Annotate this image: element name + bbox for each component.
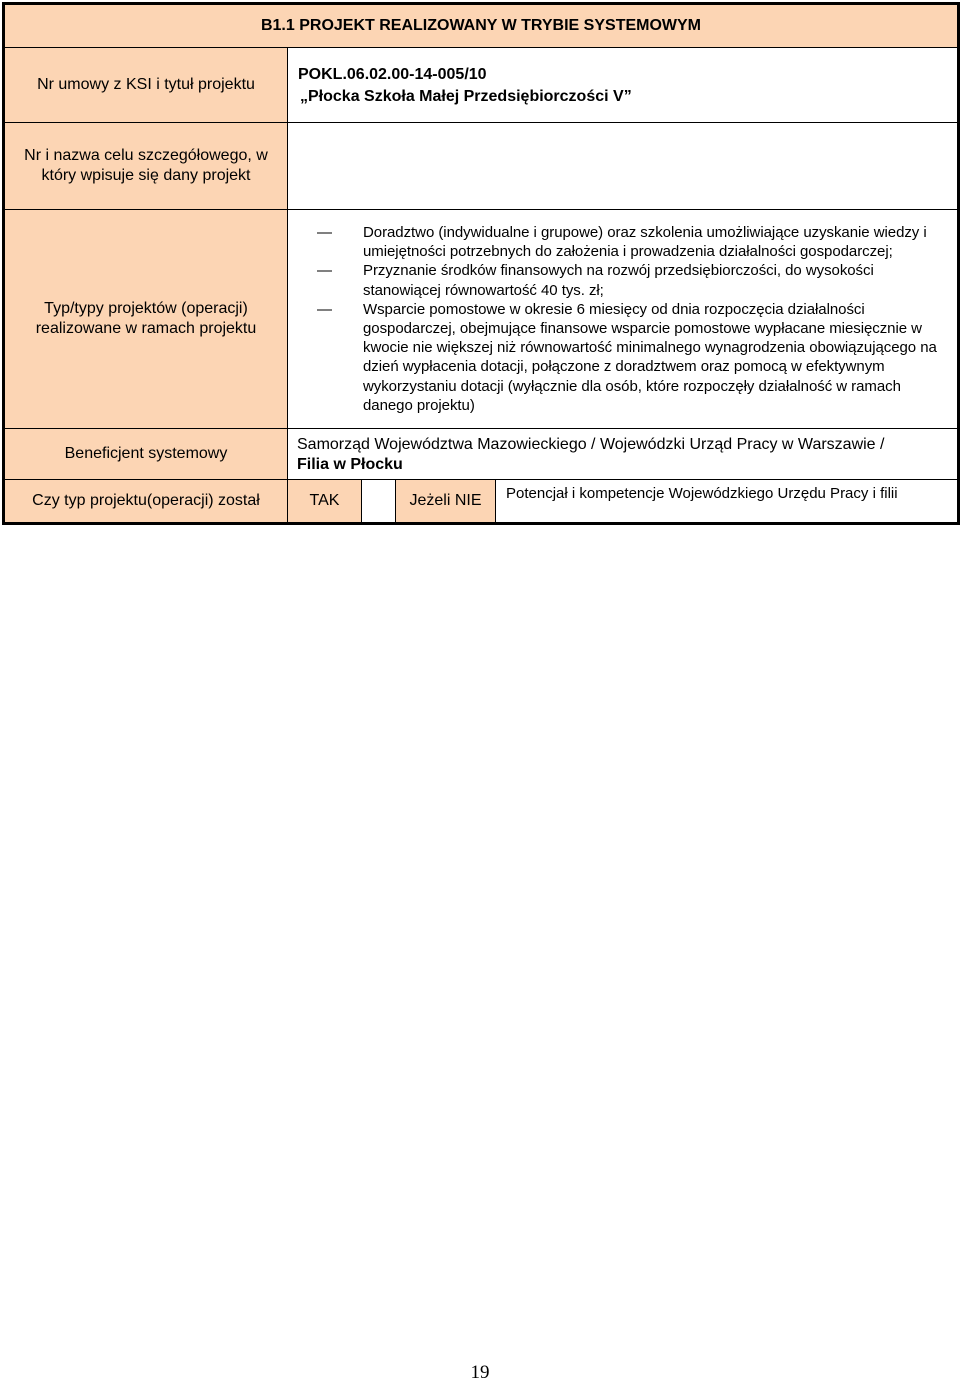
project-types-list: [288, 217, 957, 421]
contract-row: [4, 48, 959, 123]
project-types-label: Typ/typy projektów (operacji) realizowane w ramach projektu: [4, 210, 288, 429]
beneficiary-label: Beneficjent systemowy: [4, 429, 288, 480]
dash-bullet-icon: —: [317, 262, 332, 280]
page-number: 19: [470, 1362, 490, 1383]
yes-checkbox-field[interactable]: [362, 480, 396, 524]
list-item-text: Doradztwo (indywidualne i grupowe) oraz szkolenia umożliwiające uzyskanie wiedzy i umiejętności potrzebnych do założenia i prowadzenia działalności gospodarczej;: [363, 223, 927, 261]
project-types-value: [288, 210, 959, 429]
list-item-text: Wsparcie pomostowe w okresie 6 miesięcy od dnia rozpoczęcia działalności gospodarczej, obejmujące finansowe wsparcie pomostowe wypłacane miesięcznie w kwocie nie większej niż równowartość minimalnego wynagrodzenia obowiązującego na dzień wypłacenia dotacji, połączone z doradztwem oraz pomocą w efektywnym wykorzystaniu dotacji (wyłącznie dla osób, które rozpoczęły działalność w ramach danego projektu): [363, 300, 937, 414]
beneficiary-value: [288, 429, 959, 480]
dash-bullet-icon: —: [317, 223, 332, 241]
project-types-row: [4, 210, 959, 429]
list-item: [300, 300, 941, 415]
beneficiary-row: [4, 429, 959, 480]
beneficiary-line-2: Filia w Płocku: [297, 456, 403, 473]
project-form-table: [2, 2, 960, 525]
objective-label: Nr i nazwa celu szczegółowego, w który wpisuje się dany projekt: [4, 123, 288, 210]
section-header-row: [4, 4, 959, 48]
objective-value: [288, 123, 959, 210]
project-title: „Płocka Szkoła Małej Przedsiębiorczości V”: [300, 88, 632, 105]
contract-value: [288, 48, 959, 123]
contract-label: Nr umowy z KSI i tytuł projektu: [4, 48, 288, 123]
yes-label: TAK: [288, 480, 362, 524]
objective-row: [4, 123, 959, 210]
beneficiary-line-1: Samorząd Województwa Mazowieckiego / Wojewódzki Urząd Pracy w Warszawie /: [297, 436, 885, 453]
list-item: [300, 261, 941, 299]
no-answer-field[interactable]: Potencjał i kompetencje Wojewódzkiego Urzędu Pracy i filii: [496, 480, 959, 524]
section-title: B1.1 PROJEKT REALIZOWANY W TRYBIE SYSTEMOWYM: [4, 4, 959, 48]
question-label: Czy typ projektu(operacji) został: [4, 480, 288, 524]
dash-bullet-icon: —: [317, 300, 332, 318]
question-row: [4, 480, 959, 524]
list-item-text: Przyznanie środków finansowych na rozwój przedsiębiorczości, do wysokości stanowiącej równowartość 40 tys. zł;: [363, 262, 874, 299]
no-label: Jeżeli NIE: [396, 480, 496, 524]
contract-code: POKL.06.02.00-14-005/10: [298, 66, 487, 83]
list-item: [300, 223, 941, 261]
